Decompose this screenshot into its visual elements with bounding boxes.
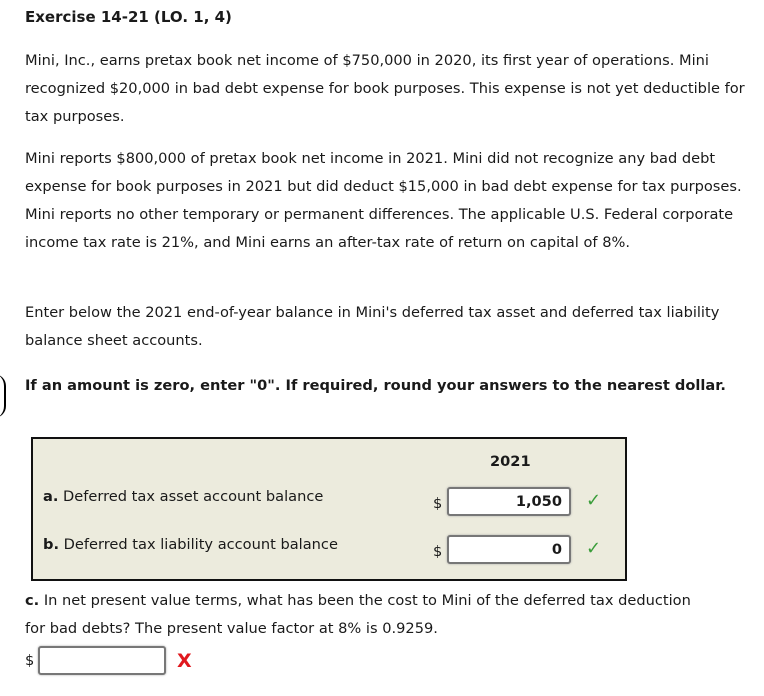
row-deferred-tax-liability bbox=[43, 536, 338, 553]
row-label: Deferred tax asset account balance bbox=[63, 488, 324, 505]
currency-symbol: $ bbox=[433, 543, 443, 560]
check-icon: ✓ bbox=[586, 538, 602, 559]
year-header: 2021 bbox=[490, 453, 531, 470]
currency-symbol: $ bbox=[433, 495, 443, 512]
instruction: If an amount is zero, enter "0". If required, round your answers to the nearest dollar. bbox=[25, 377, 726, 394]
row-letter: b. bbox=[43, 536, 59, 553]
row-deferred-tax-asset bbox=[43, 488, 323, 505]
paragraph-2: Mini reports $800,000 of pretax book net income in 2021. Mini did not recognize any bad debt expense for book purposes in 2021 but did deduct $15,000 in bad debt expense for tax purposes. Mini reports no other temporary or permanent differences. The applicable U.S. Federal corporate income tax rate is 21%, and Mini earns an after-tax rate of return on capital of 8%. bbox=[25, 150, 742, 251]
deferred-tax-asset-input[interactable]: 1,050 bbox=[447, 487, 571, 516]
exercise-title: Exercise 14-21 (LO. 1, 4) bbox=[25, 8, 232, 26]
incorrect-x-icon: X bbox=[177, 650, 192, 672]
row-letter: a. bbox=[43, 488, 59, 505]
paragraph-3: Enter below the 2021 end-of-year balance in Mini's deferred tax asset and deferred tax liability balance sheet accounts. bbox=[25, 304, 720, 349]
left-bracket-mark bbox=[0, 374, 6, 418]
row-label: Deferred tax liability account balance bbox=[63, 536, 338, 553]
answer-table bbox=[31, 437, 627, 581]
deferred-tax-liability-input[interactable]: 0 bbox=[447, 535, 571, 564]
paragraph-1: Mini, Inc., earns pretax book net income of $750,000 in 2020, its first year of operations. Mini recognized $20,000 in bad debt expense for book purposes. This expense is not yet deductible for tax purposes. bbox=[25, 52, 745, 125]
part-c-text: In net present value terms, what has been the cost to Mini of the deferred tax deduction for bad debts? The present value factor at 8% is 0.9259. bbox=[25, 592, 691, 637]
check-icon: ✓ bbox=[586, 490, 602, 511]
npv-cost-input[interactable] bbox=[38, 646, 166, 675]
part-c-question bbox=[25, 587, 715, 643]
part-c-letter: c. bbox=[25, 592, 40, 609]
currency-symbol: $ bbox=[25, 652, 35, 669]
